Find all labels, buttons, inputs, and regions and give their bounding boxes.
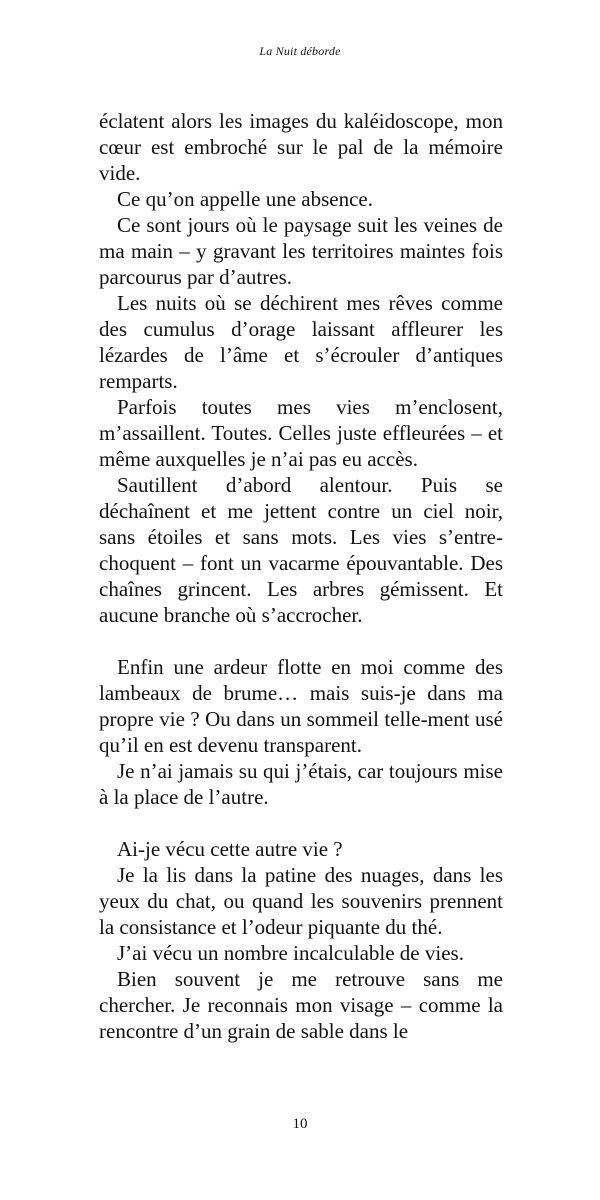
paragraph: Les nuits où se déchirent mes rêves comme des cumulus d’orage laissant affleurer les lézardes de l’âme et s’écrouler d’antiques remparts. (99, 291, 503, 393)
paragraph: Ce qu’on appelle une absence. (117, 187, 373, 211)
paragraph: Ai-je vécu cette autre vie ? (117, 837, 343, 861)
paragraph: Je n’ai jamais su qui j’étais, car toujours mise à la place de l’autre. (99, 759, 503, 809)
paragraph: Ce sont jours où le paysage suit les veines de ma main – y gravant les territoires maintes fois parcourus par d’autres. (99, 213, 503, 289)
paragraph: J’ai vécu un nombre incalculable de vies. (117, 941, 464, 965)
paragraph: Bien souvent je me retrouve sans me chercher. Je reconnais mon visage – comme la rencontre d’un grain de sable dans le (99, 967, 503, 1043)
body-text (99, 108, 503, 1044)
paragraph: Enfin une ardeur flotte en moi comme des lambeaux de brume… mais suis-je dans ma propre vie ? Ou dans un sommeil telle-ment usé qu’il en est devenu transparent. (99, 655, 503, 757)
paragraph: Sautillent d’abord alentour. Puis se déchaînent et me jettent contre un ciel noir, sans étoiles et sans mots. Les vies s’entre-choquent – font un vacarme épouvantable. Des chaînes grincent. Les arbres gémissent. Et aucune branche où s’accrocher. (99, 473, 503, 627)
running-header-title: La Nuit déborde (259, 44, 341, 58)
paragraph: Parfois toutes mes vies m’enclosent, m’assaillent. Toutes. Celles juste effleurées – et même auxquelles je n’ai pas eu accès. (99, 395, 503, 471)
page-number: 10 (292, 1116, 308, 1132)
paragraph: éclatent alors les images du kaléidoscope, mon cœur est embroché sur le pal de la mémoire vide. (99, 109, 503, 185)
paragraph: Je la lis dans la patine des nuages, dans les yeux du chat, ou quand les souvenirs prennent la consistance et l’odeur piquante du thé. (99, 863, 503, 939)
